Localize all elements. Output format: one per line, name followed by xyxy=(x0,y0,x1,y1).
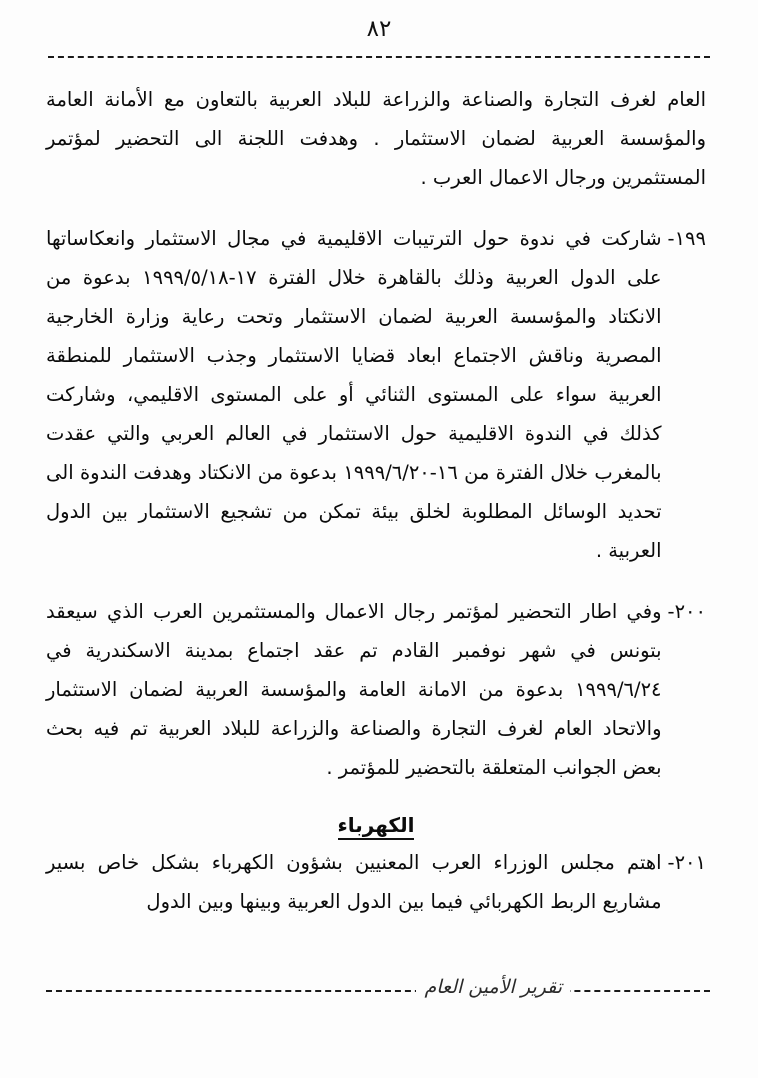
paragraph xyxy=(46,219,706,570)
bottom-divider xyxy=(46,990,710,992)
section-heading xyxy=(46,813,706,837)
paragraph-text: وفي اطار التحضير لمؤتمر رجال الاعمال والمستثمرين العرب الذي سيعقد بتونس في شهر نوفمبر القادم تم عقد اجتماع بمدينة الاسكندرية في ١٩٩٩/٦/٢٤ بدعوة من الامانة العامة والمؤسسة العربية لضمان الاستثمار والاتحاد العام لغرف التجارة والصناعة والزراعة للبلاد العربية تم فيه بحث بعض الجوانب المتعلقة بالتحضير للمؤتمر . xyxy=(46,600,662,779)
page-content xyxy=(46,58,706,921)
paragraph xyxy=(46,843,706,921)
paragraph-text: اهتم مجلس الوزراء العرب المعنيين بشؤون الكهرباء بشكل خاص بسير مشاريع الربط الكهربائي فيما بين الدول العربية وبينها وبين الدول xyxy=(46,851,662,913)
paragraph xyxy=(46,80,706,197)
page-number: ٨٢ xyxy=(366,16,392,42)
paragraph-marker: ٢٠١- xyxy=(667,851,706,874)
section-heading-label: الكهرباء xyxy=(338,813,415,840)
paragraph xyxy=(46,592,706,787)
page-footer xyxy=(0,976,758,1016)
paragraph-text: شاركت في ندوة حول الترتيبات الاقليمية في مجال الاستثمار وانعكاساتها على الدول العربية وذلك بالقاهرة خلال الفترة ١٧-١٩٩٩/٥/١٨ بدعوة من الانكتاد والمؤسسة العربية لضمان الاستثمار وتحت رعاية وزارة الخارجية المصرية وناقش الاجتماع ابعاد قضايا الاستثمار وجذب الاستثمار للمنطقة العربية سواء على المستوى الثنائي أو على المستوى الاقليمي، وشاركت كذلك في الندوة الاقليمية حول الاستثمار في العالم العربي والتي عقدت بالمغرب خلال الفترة من ١٦-١٩٩٩/٦/٢٠ بدعوة من الانكتاد وهدفت الندوة الى تحديد الوسائل المطلوبة لخلق بيئة تمكن من تشجيع الاستثمار بين الدول العربية . xyxy=(46,227,662,562)
paragraph-text: العام لغرف التجارة والصناعة والزراعة للبلاد العربية بالتعاون مع الأمانة العامة والمؤسسة العربية لضمان الاستثمار . وهدفت اللجنة الى التحضير لمؤتمر المستثمرين ورجال الاعمال العرب . xyxy=(46,88,706,189)
footer-caption: تقرير الأمين العام xyxy=(416,976,570,998)
paragraph-marker: ٢٠٠- xyxy=(667,600,706,623)
paragraph-marker: ١٩٩- xyxy=(667,227,706,250)
